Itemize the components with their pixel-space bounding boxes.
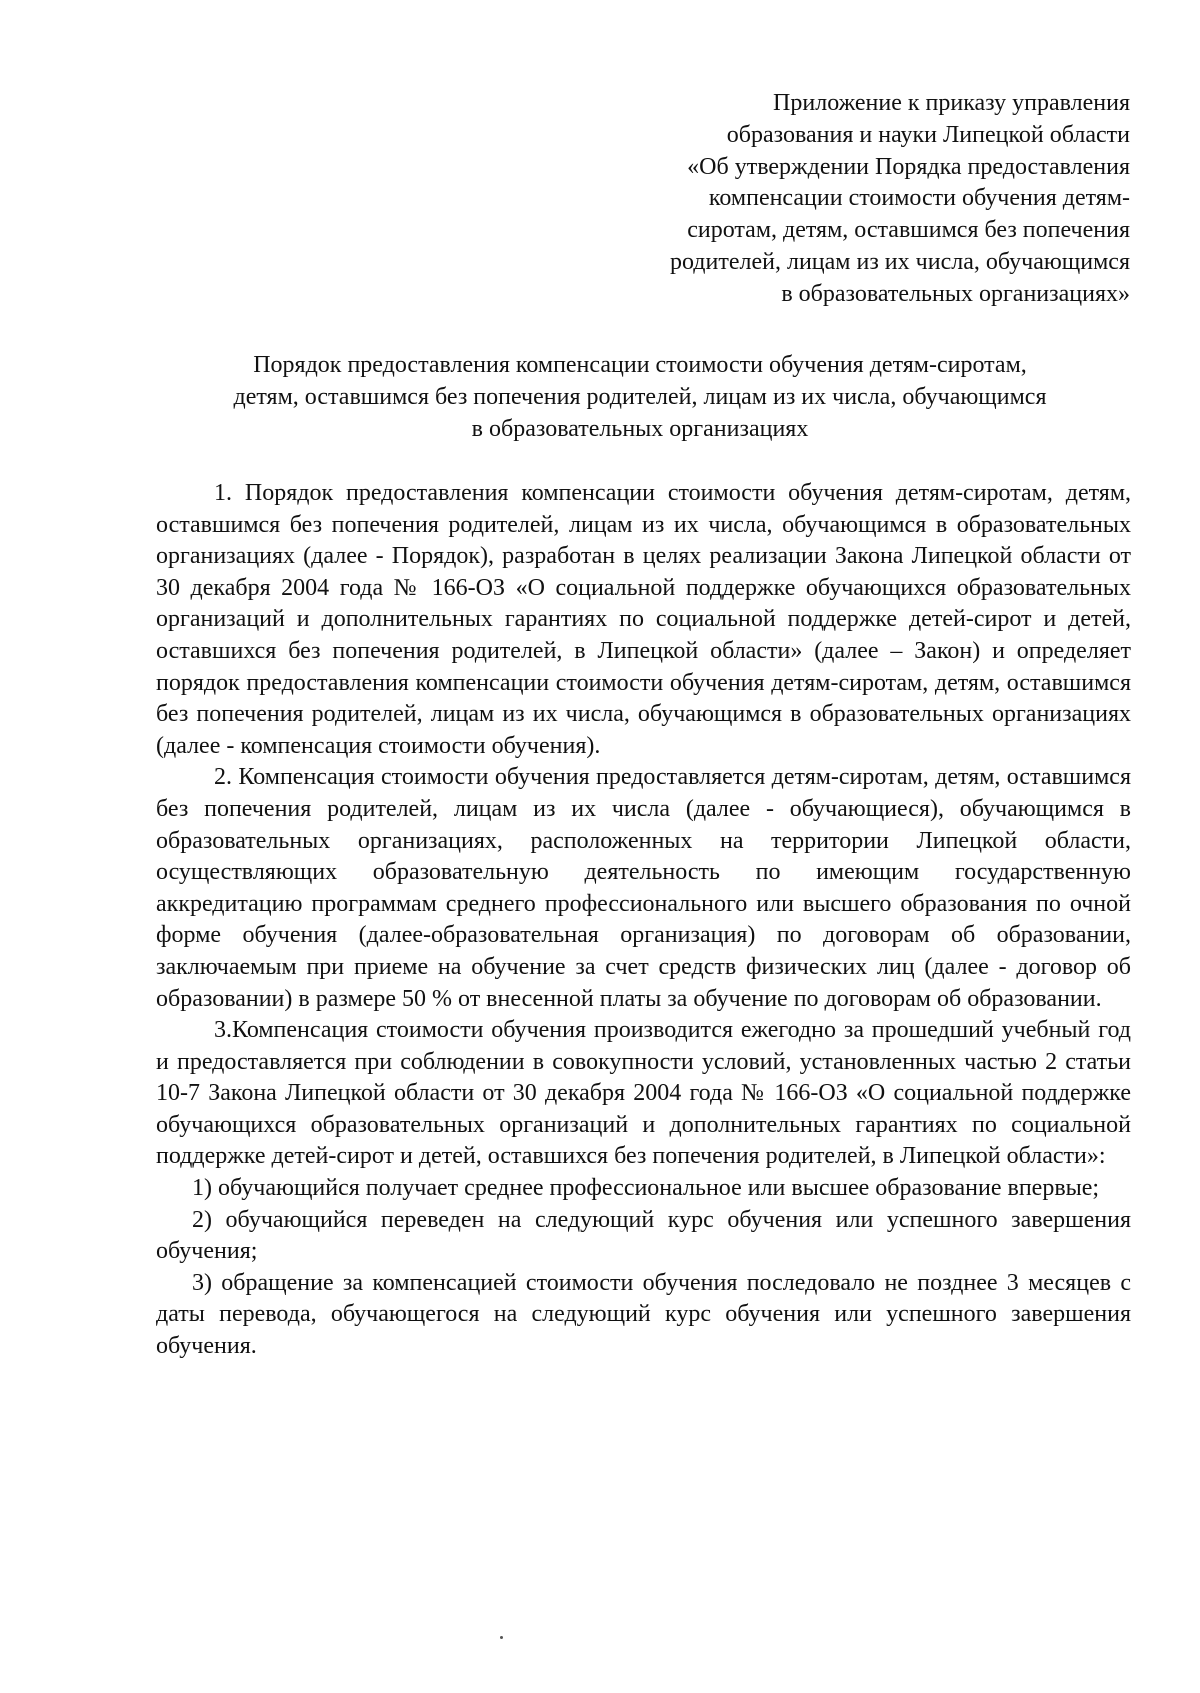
list-item-3: 3) обращение за компенсацией стоимости обучения последовало не позднее 3 месяцев с даты перевода, обучающегося на следующий курс обучения или успешного завершения обучения.: [156, 1269, 1131, 1360]
document-body: [156, 478, 1131, 1363]
title-line: в образовательных организациях: [471, 416, 809, 442]
appendix-line: родителей, лицам из их числа, обучающимся: [670, 248, 1130, 275]
paragraph-2: 2. Компенсация стоимости обучения предоставляется детям-сиротам, детям, оставшимся без попечения родителей, лицам из их числа (далее - обучающиеся), обучающимся в образовательных организациях, расположенных на территории Липецкой области, осуществляющих образовательную деятельность по имеющим государственную аккредитацию программам среднего профессионального или высшего образования по очной форме обучения (далее-образовательная организация) по договорам об образовании, заключаемым при приеме на обучение за счет средств физических лиц (далее - договор об образовании) в размере 50 % от внесенной платы за обучение по договорам об образовании.: [156, 764, 1131, 1012]
document-title: [140, 349, 1140, 445]
appendix-line: в образовательных организациях»: [781, 280, 1130, 307]
appendix-header: [570, 88, 1130, 311]
title-line: Порядок предоставления компенсации стоимости обучения детям-сиротам,: [253, 352, 1027, 378]
appendix-line: образования и науки Липецкой области: [726, 121, 1130, 148]
title-line: детям, оставшимся без попечения родителей, лицам из их числа, обучающимся: [233, 384, 1047, 410]
scan-speck: [500, 1636, 503, 1639]
appendix-line: Приложение к приказу управления: [773, 90, 1130, 116]
paragraph-1: 1. Порядок предоставления компенсации стоимости обучения детям-сиротам, детям, оставшимся без попечения родителей, лицам из их числа, обучающимся в образовательных организациях (далее - Порядок), разработан в целях реализации Закона Липецкой области от 30 декабря 2004 года № 166-ОЗ «О социальной поддержке обучающихся образовательных организаций и дополнительных гарантиях по социальной поддержке детей-сирот и детей, оставшихся без попечения родителей, в Липецкой области» (далее – Закон) и определяет порядок предоставления компенсации стоимости обучения детям-сиротам, детям, оставшимся без попечения родителей, лицам из их числа, обучающимся в образовательных организациях (далее - компенсация стоимости обучения).: [156, 480, 1131, 759]
list-item-1: 1) обучающийся получает среднее профессиональное или высшее образование впервые;: [192, 1175, 1100, 1202]
appendix-line: «Об утверждении Порядка предоставления: [687, 153, 1130, 180]
appendix-line: сиротам, детям, оставшимся без попечения: [687, 217, 1130, 244]
appendix-line: компенсации стоимости обучения детям-: [708, 185, 1130, 212]
paragraph-3: 3.Компенсация стоимости обучения производится ежегодно за прошедший учебный год и предоставляется при соблюдении в совокупности условий, установленных частью 2 статьи 10-7 Закона Липецкой области от 30 декабря 2004 года № 166-ОЗ «О социальной поддержке обучающихся образовательных организаций и дополнительных гарантиях по социальной поддержке детей-сирот и детей, оставшихся без попечения родителей, в Липецкой области»:: [156, 1017, 1131, 1170]
list-item-2: 2) обучающийся переведен на следующий курс обучения или успешного завершения обучения;: [156, 1206, 1131, 1265]
